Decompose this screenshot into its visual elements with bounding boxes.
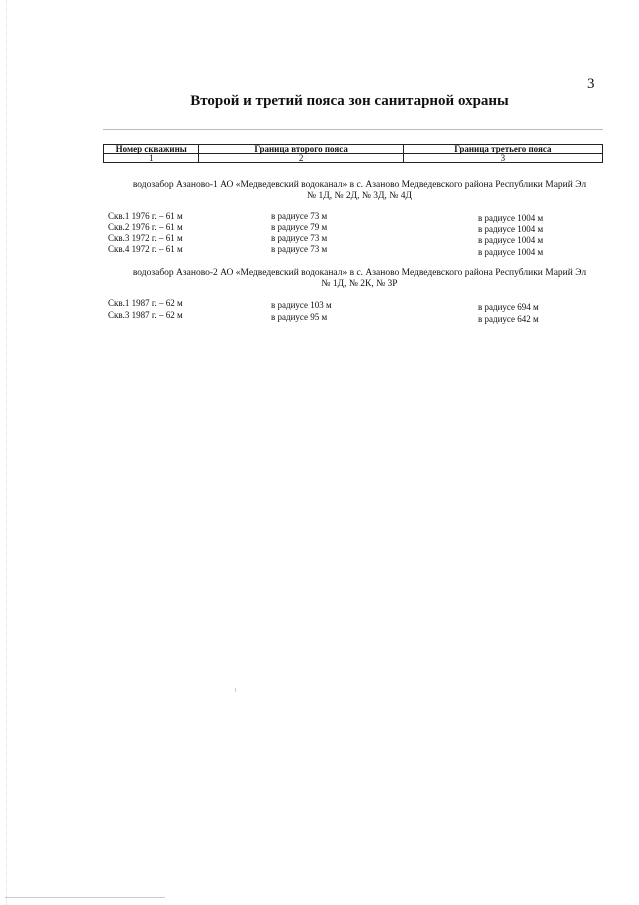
well-label: Скв.3 1987 г. – 62 м bbox=[108, 310, 183, 320]
column-number-1: 1 bbox=[104, 154, 199, 163]
column-number-row bbox=[104, 154, 603, 163]
header-row bbox=[104, 145, 603, 154]
bottom-rule bbox=[5, 897, 165, 898]
column-number-2: 2 bbox=[199, 154, 403, 163]
scan-margin-line bbox=[6, 0, 7, 905]
column-number-3: 3 bbox=[403, 154, 602, 163]
zone-three-radius: в радиусе 1004 м bbox=[478, 235, 544, 245]
zone-two-radius: в радиусе 95 м bbox=[271, 312, 328, 322]
header-zone-three: Граница третьего пояса bbox=[403, 145, 602, 154]
intake-2-title: водозабор Азаново-2 АО «Медведевский водоканал» в с. Азаново Медведевского района Республики Марий Эл bbox=[132, 268, 587, 278]
header-well-number: Номер скважины bbox=[104, 145, 199, 154]
header-zone-two: Граница второго пояса bbox=[199, 145, 403, 154]
well-label: Скв.1 1976 г. – 61 м bbox=[108, 211, 183, 221]
page-number: 3 bbox=[587, 76, 595, 92]
well-label: Скв.3 1972 г. – 61 м bbox=[108, 233, 183, 243]
top-rule bbox=[103, 129, 603, 130]
zone-three-radius: в радиусе 1004 м bbox=[478, 247, 544, 257]
zone-three-radius: в радиусе 642 м bbox=[478, 314, 539, 324]
zone-three-radius: в радиусе 1004 м bbox=[478, 213, 544, 223]
zone-two-radius: в радиусе 73 м bbox=[271, 244, 328, 254]
zone-three-radius: в радиусе 1004 м bbox=[478, 224, 544, 234]
zone-three-radius: в радиусе 694 м bbox=[478, 302, 539, 312]
intake-1-title: водозабор Азаново-1 АО «Медведевский водоканал» в с. Азаново Медведевского района Республики Марий Эл bbox=[132, 180, 587, 190]
zone-two-radius: в радиусе 79 м bbox=[271, 222, 328, 232]
zone-two-radius: в радиусе 73 м bbox=[271, 211, 328, 221]
page-title: Второй и третий пояса зон санитарной охраны bbox=[190, 93, 509, 109]
well-label: Скв.1 1987 г. – 62 м bbox=[108, 298, 183, 308]
intake-1-wells-list: № 1Д, № 2Д, № 3Д, № 4Д bbox=[307, 191, 412, 201]
zone-two-radius: в радиусе 73 м bbox=[271, 233, 328, 243]
column-header-table bbox=[103, 144, 603, 163]
intake-2-wells-list: № 1Д, № 2К, № 3Р bbox=[321, 279, 398, 289]
well-label: Скв.2 1976 г. – 61 м bbox=[108, 222, 183, 232]
well-label: Скв.4 1972 г. – 61 м bbox=[108, 244, 183, 254]
scan-speck bbox=[235, 688, 236, 692]
zone-two-radius: в радиусе 103 м bbox=[271, 300, 332, 310]
